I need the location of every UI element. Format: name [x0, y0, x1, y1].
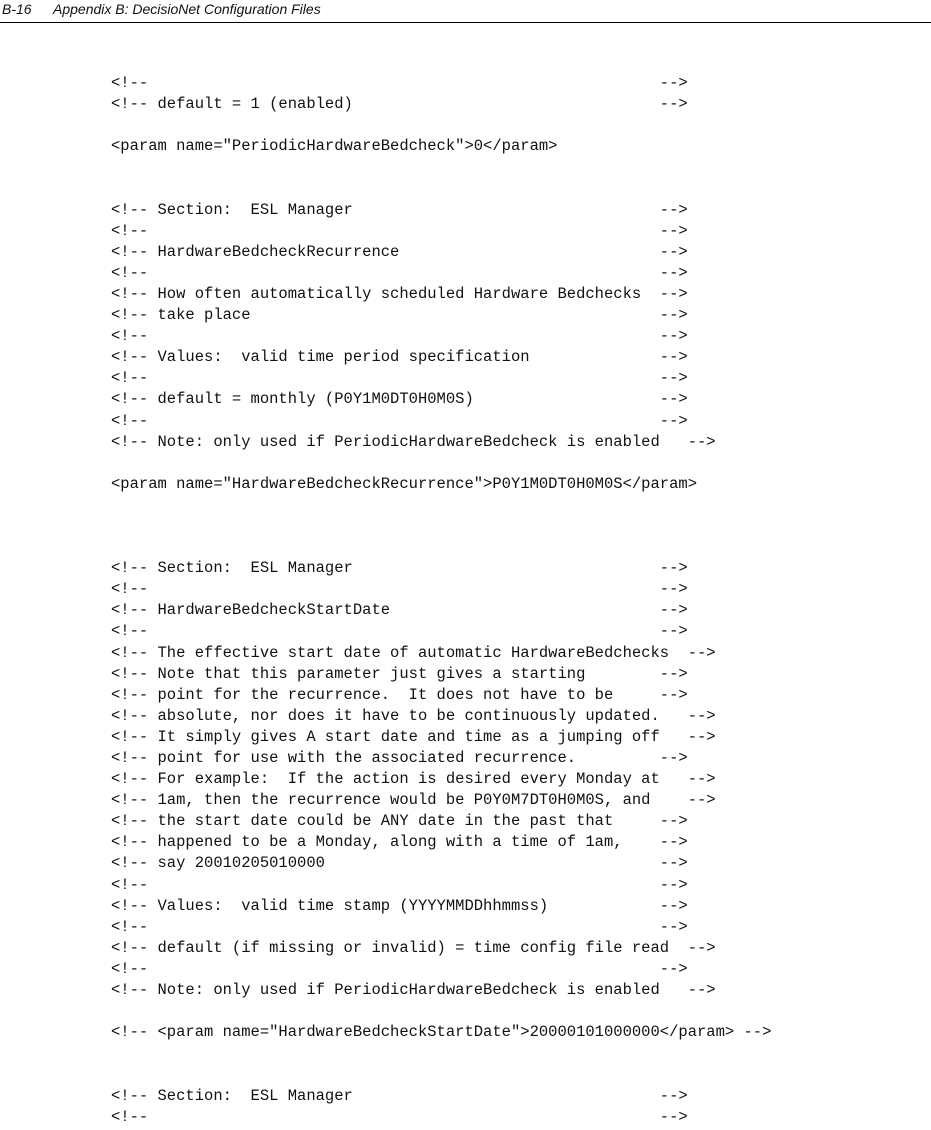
code-line: <!-- point for the recurrence. It does not have to be -->: [111, 685, 688, 704]
code-line: <!-- Note: only used if PeriodicHardwareBedcheck is enabled -->: [111, 981, 716, 1000]
code-line: <!-- Section: ESL Manager -->: [111, 1086, 688, 1105]
code-line: <!-- take place -->: [111, 306, 688, 325]
code-line: <!-- For example: If the action is desired every Monday at -->: [111, 770, 716, 789]
code-line: <param name="PeriodicHardwareBedcheck">0</param>: [111, 137, 558, 156]
code-line: [111, 178, 771, 199]
code-line: <!-- absolute, nor does it have to be continuously updated. -->: [111, 706, 716, 725]
code-line: <!-- Values: valid time stamp (YYYYMMDDhhmmss) -->: [111, 896, 688, 915]
code-line: [111, 115, 771, 136]
code-line: <!-- -->: [111, 411, 688, 430]
code-line: <!-- -->: [111, 221, 688, 240]
code-line: [111, 516, 771, 537]
code-line: <!-- HardwareBedcheckRecurrence -->: [111, 242, 688, 261]
code-line: <!-- <param name="HardwareBedcheckStartDate">20000101000000</param> -->: [111, 1023, 772, 1042]
code-line: <!-- Note: only used if PeriodicHardwareBedcheck is enabled -->: [111, 432, 716, 451]
code-line: <!-- default (if missing or invalid) = time config file read -->: [111, 938, 716, 957]
code-line: <!-- the start date could be ANY date in the past that -->: [111, 812, 688, 831]
page-number: B-16: [2, 1, 32, 17]
code-line: <!-- happened to be a Monday, along with a time of 1am, -->: [111, 833, 688, 852]
code-line: [111, 537, 771, 558]
code-line: <!-- -->: [111, 263, 688, 282]
code-listing: [111, 73, 771, 1128]
code-line: <!-- -->: [111, 917, 688, 936]
code-line: <!-- point for use with the associated recurrence. -->: [111, 749, 688, 767]
code-line: [111, 1043, 771, 1064]
code-line: <!-- 1am, then the recurrence would be P0Y0M7DT0H0M0S, and -->: [111, 791, 716, 810]
code-line: <!-- -->: [111, 74, 688, 92]
code-line: [111, 157, 771, 178]
running-title: Appendix B: DecisioNet Configuration Files: [53, 1, 321, 17]
code-line: <!-- -->: [111, 622, 688, 641]
code-line: <!-- default = 1 (enabled) -->: [111, 95, 688, 114]
code-line: <!-- -->: [111, 1107, 688, 1126]
code-line: <!-- Values: valid time period specification -->: [111, 348, 688, 367]
code-line: <!-- say 20010205010000 -->: [111, 854, 688, 873]
code-line: <!-- Section: ESL Manager -->: [111, 559, 688, 578]
code-line: <!-- -->: [111, 327, 688, 346]
page-header: [0, 0, 931, 23]
code-line: [111, 453, 771, 474]
code-line: <!-- Section: ESL Manager -->: [111, 200, 688, 219]
code-line: [111, 1001, 771, 1022]
code-line: <!-- default = monthly (P0Y1M0DT0H0M0S) -->: [111, 390, 688, 409]
code-line: <!-- Note that this parameter just gives a starting -->: [111, 664, 688, 683]
code-line: <param name="HardwareBedcheckRecurrence">P0Y1M0DT0H0M0S</param>: [111, 474, 697, 493]
code-line: <!-- The effective start date of automatic HardwareBedchecks -->: [111, 643, 716, 662]
code-line: <!-- -->: [111, 369, 688, 388]
code-line: <!-- How often automatically scheduled Hardware Bedchecks -->: [111, 284, 688, 303]
code-line: [111, 1064, 771, 1085]
code-line: [111, 495, 771, 516]
code-line: <!-- HardwareBedcheckStartDate -->: [111, 601, 688, 620]
code-line: <!-- It simply gives A start date and time as a jumping off -->: [111, 727, 716, 746]
code-line: <!-- -->: [111, 875, 688, 894]
code-line: <!-- -->: [111, 959, 688, 978]
code-line: <!-- -->: [111, 580, 688, 599]
